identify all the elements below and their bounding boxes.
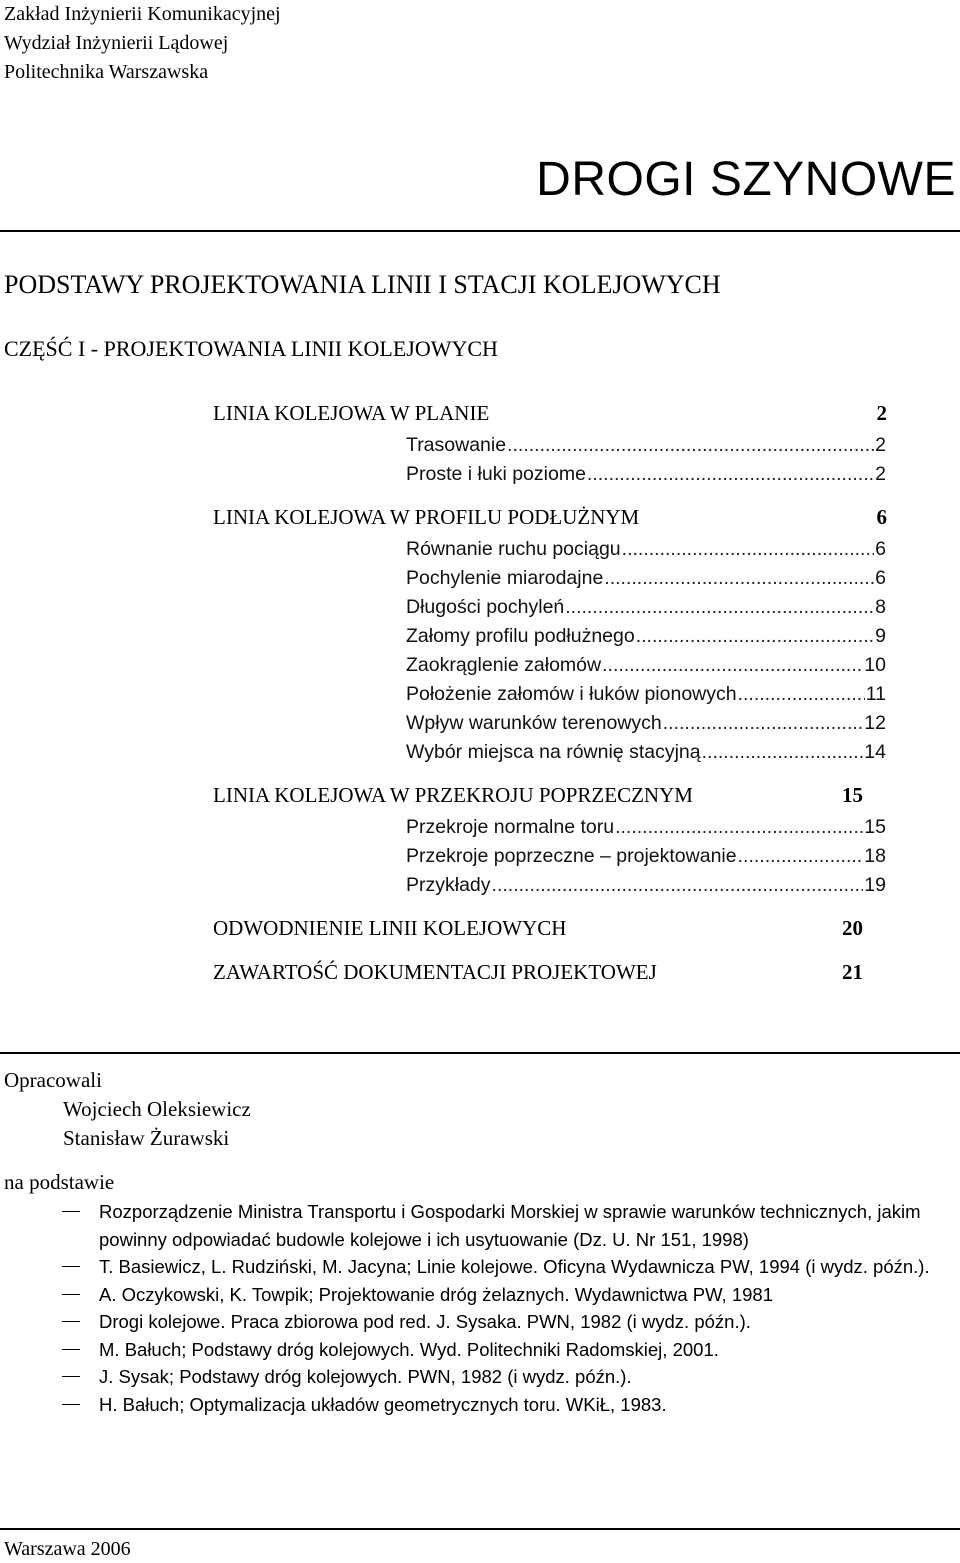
dash-bullet-icon: [62, 1349, 80, 1350]
toc-subsection: [406, 842, 886, 871]
part-heading: CZĘŚĆ I - PROJEKTOWANIA LINII KOLEJOWYCH: [4, 336, 498, 361]
toc-subsection-page: 12: [864, 712, 886, 734]
toc-leader-dots: [663, 709, 864, 738]
toc-subsection-title: Wpływ warunków terenowych: [406, 712, 662, 734]
toc-section: [213, 777, 893, 813]
dash-bullet-icon: [62, 1266, 80, 1267]
toc-subsection-title: Przykłady: [406, 874, 491, 896]
toc-section-title: ODWODNIENIE LINII KOLEJOWYCH: [213, 916, 567, 940]
toc-leader-dots: [492, 871, 864, 900]
reference-item: [62, 1253, 942, 1281]
table-of-contents: [213, 395, 893, 998]
toc-subsection: [406, 622, 886, 651]
toc-subsection: [406, 651, 886, 680]
toc-section-page: 6: [876, 505, 887, 529]
reference-item: [62, 1198, 942, 1253]
toc-subsection-list: [213, 535, 886, 777]
toc-subsection-title: Przekroje poprzeczne – projektowanie: [406, 845, 737, 867]
toc-subsection-title: Załomy profilu podłużnego: [406, 625, 635, 647]
institute-line-2: Wydział Inżynierii Lądowej: [4, 32, 229, 54]
reference-item: [62, 1336, 942, 1364]
toc-subsection-title: Pochylenie miarodajne: [406, 567, 604, 589]
toc-subsection-page: 6: [875, 567, 886, 589]
toc-leader-dots: [738, 680, 865, 709]
toc-leader-dots: [507, 431, 874, 460]
toc-subsection-title: Wybór miejsca na równię stacyjną: [406, 741, 701, 763]
toc-section-title: LINIA KOLEJOWA W PLANIE: [213, 401, 490, 425]
reference-item: [62, 1308, 942, 1336]
footer-rule: [0, 1528, 960, 1530]
reference-text: Drogi kolejowe. Praca zbiorowa pod red. J. Sysaka. PWN, 1982 (i wydz. późn.).: [99, 1311, 751, 1332]
section-rule: [0, 1052, 960, 1054]
toc-subsection-page: 15: [864, 816, 886, 838]
document-subtitle: PODSTAWY PROJEKTOWANIA LINII I STACJI KOLEJOWYCH: [4, 270, 721, 299]
toc-subsection-list: [213, 813, 886, 910]
toc-leader-dots: [587, 460, 874, 489]
title-rule: [0, 230, 960, 232]
references-list: [62, 1198, 942, 1418]
reference-text: Rozporządzenie Ministra Transportu i Gospodarki Morskiej w sprawie warunków technicznych, jakim powinny odpowiadać budowle kolejowe i ich usytuowanie (Dz. U. Nr 151, 1998): [99, 1201, 921, 1250]
toc-subsection: [406, 680, 886, 709]
author-name: Wojciech Oleksiewicz: [63, 1097, 251, 1121]
author-name: Stanisław Żurawski: [63, 1126, 230, 1150]
toc-leader-dots: [738, 842, 864, 871]
toc-subsection-page: 18: [864, 845, 886, 867]
reference-item: [62, 1281, 942, 1309]
footer-place-date: Warszawa 2006: [4, 1538, 131, 1560]
toc-subsection-title: Zaokrąglenie załomów: [406, 654, 602, 676]
toc-section: [213, 395, 893, 431]
toc-section: [213, 499, 893, 535]
toc-subsection: [406, 871, 886, 900]
toc-section-title: LINIA KOLEJOWA W PRZEKROJU POPRZECZNYM: [213, 783, 693, 807]
institute-line-3: Politechnika Warszawska: [4, 61, 209, 83]
toc-subsection-page: 11: [865, 683, 886, 705]
toc-subsection-title: Położenie załomów i łuków pionowych: [406, 683, 737, 705]
reference-item: [62, 1363, 942, 1391]
toc-subsection: [406, 460, 886, 489]
institute-line-1: Zakład Inżynierii Komunikacyjnej: [4, 3, 281, 25]
reference-text: M. Bałuch; Podstawy dróg kolejowych. Wyd. Politechniki Radomskiej, 2001.: [99, 1338, 719, 1360]
reference-text: H. Bałuch; Optymalizacja układów geometrycznych toru. WKiŁ, 1983.: [99, 1393, 667, 1415]
toc-section-page: 15: [842, 783, 863, 807]
toc-leader-dots: [604, 564, 874, 593]
reference-text: T. Basiewicz, L. Rudziński, M. Jacyna; Linie kolejowe. Oficyna Wydawnicza PW, 1994 (i wydz. późn.).: [99, 1256, 930, 1277]
toc-section-title: ZAWARTOŚĆ DOKUMENTACJI PROJEKTOWEJ: [213, 960, 657, 984]
toc-subsection-page: 19: [864, 874, 886, 896]
toc-subsection: [406, 431, 886, 460]
dash-bullet-icon: [62, 1321, 80, 1322]
authors-block: [4, 1066, 251, 1153]
toc-subsection-page: 6: [875, 538, 886, 560]
toc-section-page: 20: [842, 916, 863, 940]
toc-subsection: [406, 564, 886, 593]
toc-subsection-page: 2: [875, 463, 886, 485]
toc-subsection-page: 2: [875, 434, 886, 456]
toc-subsection-title: Długości pochyleń: [406, 596, 565, 618]
dash-bullet-icon: [62, 1376, 80, 1377]
toc-subsection-page: 8: [875, 596, 886, 618]
basis-label: na podstawie: [4, 1170, 115, 1194]
toc-subsection: [406, 535, 886, 564]
toc-leader-dots: [622, 535, 874, 564]
toc-subsection: [406, 813, 886, 842]
toc-subsection: [406, 709, 886, 738]
toc-section-page: 2: [876, 401, 887, 425]
toc-subsection: [406, 738, 886, 767]
toc-section: [213, 910, 893, 946]
toc-leader-dots: [565, 593, 874, 622]
toc-section: [213, 954, 893, 990]
toc-leader-dots: [636, 622, 874, 651]
reference-text: J. Sysak; Podstawy dróg kolejowych. PWN, 1982 (i wydz. późn.).: [99, 1366, 632, 1387]
dash-bullet-icon: [62, 1404, 80, 1405]
document-title: DROGI SZYNOWE: [536, 153, 956, 206]
toc-subsection-title: Trasowanie: [406, 434, 507, 456]
toc-leader-dots: [615, 813, 863, 842]
reference-text: A. Oczykowski, K. Towpik; Projektowanie dróg żelaznych. Wydawnictwa PW, 1981: [99, 1283, 773, 1305]
dash-bullet-icon: [62, 1294, 80, 1295]
toc-section-page: 21: [842, 960, 863, 984]
dash-bullet-icon: [62, 1211, 80, 1212]
toc-section-title: LINIA KOLEJOWA W PROFILU PODŁUŻNYM: [213, 505, 640, 529]
toc-subsection-page: 10: [864, 654, 886, 676]
toc-subsection-list: [213, 431, 886, 499]
reference-item: [62, 1391, 942, 1419]
toc-subsection-page: 14: [864, 741, 886, 763]
toc-subsection: [406, 593, 886, 622]
toc-leader-dots: [702, 738, 864, 767]
toc-subsection-title: Przekroje normalne toru: [406, 816, 615, 838]
toc-leader-dots: [602, 651, 863, 680]
toc-subsection-page: 9: [875, 625, 886, 647]
toc-subsection-title: Równanie ruchu pociągu: [406, 538, 621, 560]
authors-label: Opracowali: [4, 1068, 102, 1092]
toc-subsection-title: Proste i łuki poziome: [406, 463, 586, 485]
